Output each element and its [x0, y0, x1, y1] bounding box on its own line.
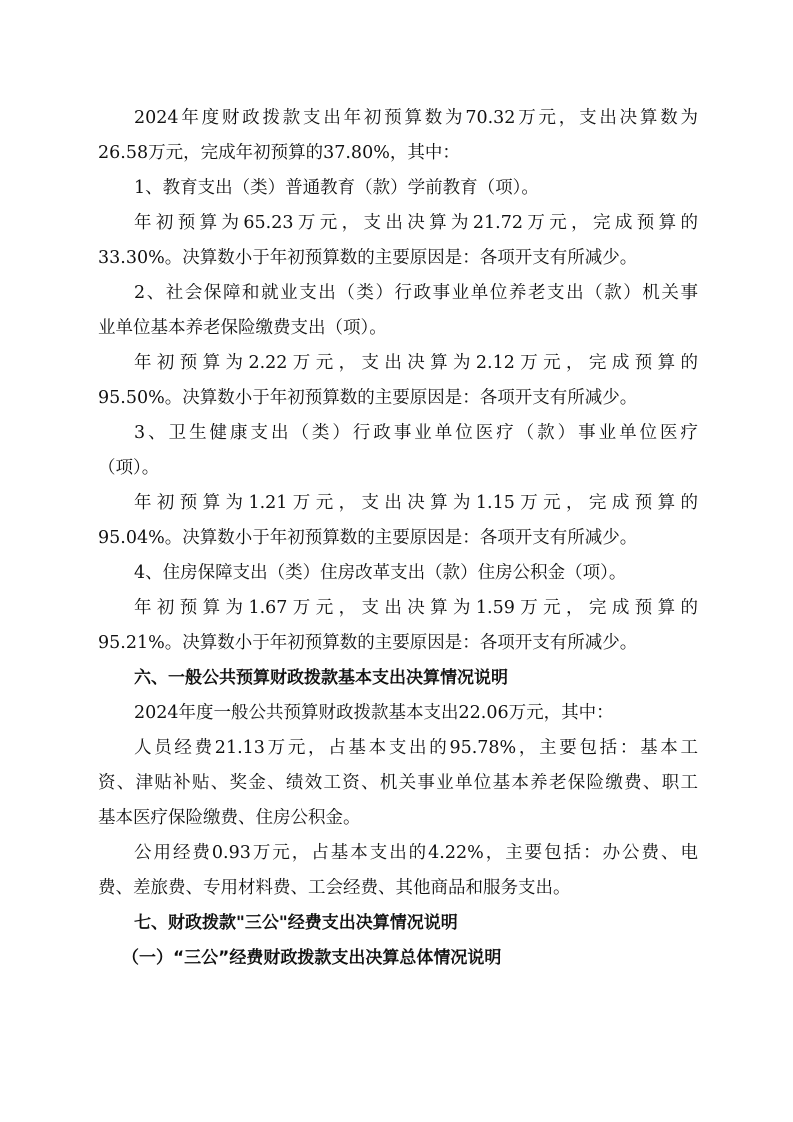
paragraph-line: 95.21%。决算数小于年初预算数的主要原因是：各项开支有所减少。 — [98, 633, 638, 653]
paragraph-line: 1、教育支出（类）普通教育（款）学前教育（项）。 — [134, 178, 539, 198]
paragraph-line: 年初预算为1.67万元，支出决算为1.59万元，完成预算的 — [134, 598, 698, 618]
subsection-heading: （一）“三公”经费财政拨款支出决算总体情况说明 — [122, 948, 502, 968]
paragraph-line: 2024年度财政拨款支出年初预算数为70.32万元，支出决算数为 — [134, 108, 698, 128]
paragraph-line: 年初预算为2.22万元，支出决算为2.12万元，完成预算的 — [134, 353, 698, 373]
paragraph-line: 4、住房保障支出（类）住房改革支出（款）住房公积金（项）。 — [134, 563, 627, 583]
section-heading: 七、财政拨款"三公"经费支出决算情况说明 — [134, 913, 458, 933]
paragraph-line: 年初预算为1.21万元，支出决算为1.15万元，完成预算的 — [134, 493, 698, 513]
paragraph-line: 资、津贴补贴、奖金、绩效工资、机关事业单位基本养老保险缴费、职工 — [98, 773, 698, 793]
paragraph-line: 年初预算为65.23万元，支出决算为21.72万元，完成预算的 — [134, 213, 698, 233]
paragraph-line: 3、卫生健康支出（类）行政事业单位医疗（款）事业单位医疗 — [134, 423, 698, 443]
paragraph-line: （项）。 — [98, 458, 160, 478]
paragraph-line: 33.30%。决算数小于年初预算数的主要原因是：各项开支有所减少。 — [98, 248, 638, 268]
paragraph-line: 公用经费0.93万元，占基本支出的4.22%，主要包括：办公费、电 — [134, 843, 698, 863]
paragraph-line: 2024年度一般公共预算财政拨款基本支出22.06万元，其中： — [134, 703, 614, 723]
paragraph-line: 基本医疗保险缴费、住房公积金。 — [98, 808, 361, 828]
paragraph-line: 费、差旅费、专用材料费、工会经费、其他商品和服务支出。 — [98, 878, 571, 898]
paragraph-line: 2、社会保障和就业支出（类）行政事业单位养老支出（款）机关事 — [134, 283, 698, 303]
section-heading: 六、一般公共预算财政拨款基本支出决算情况说明 — [134, 668, 508, 688]
paragraph-line: 95.04%。决算数小于年初预算数的主要原因是：各项开支有所减少。 — [98, 528, 638, 548]
paragraph-line: 业单位基本养老保险缴费支出（项）。 — [98, 318, 387, 338]
paragraph-line: 26.58万元，完成年初预算的37.80%，其中： — [98, 143, 460, 163]
paragraph-line: 95.50%。决算数小于年初预算数的主要原因是：各项开支有所减少。 — [98, 388, 638, 408]
paragraph-line: 人员经费21.13万元，占基本支出的95.78%，主要包括：基本工 — [134, 738, 698, 758]
